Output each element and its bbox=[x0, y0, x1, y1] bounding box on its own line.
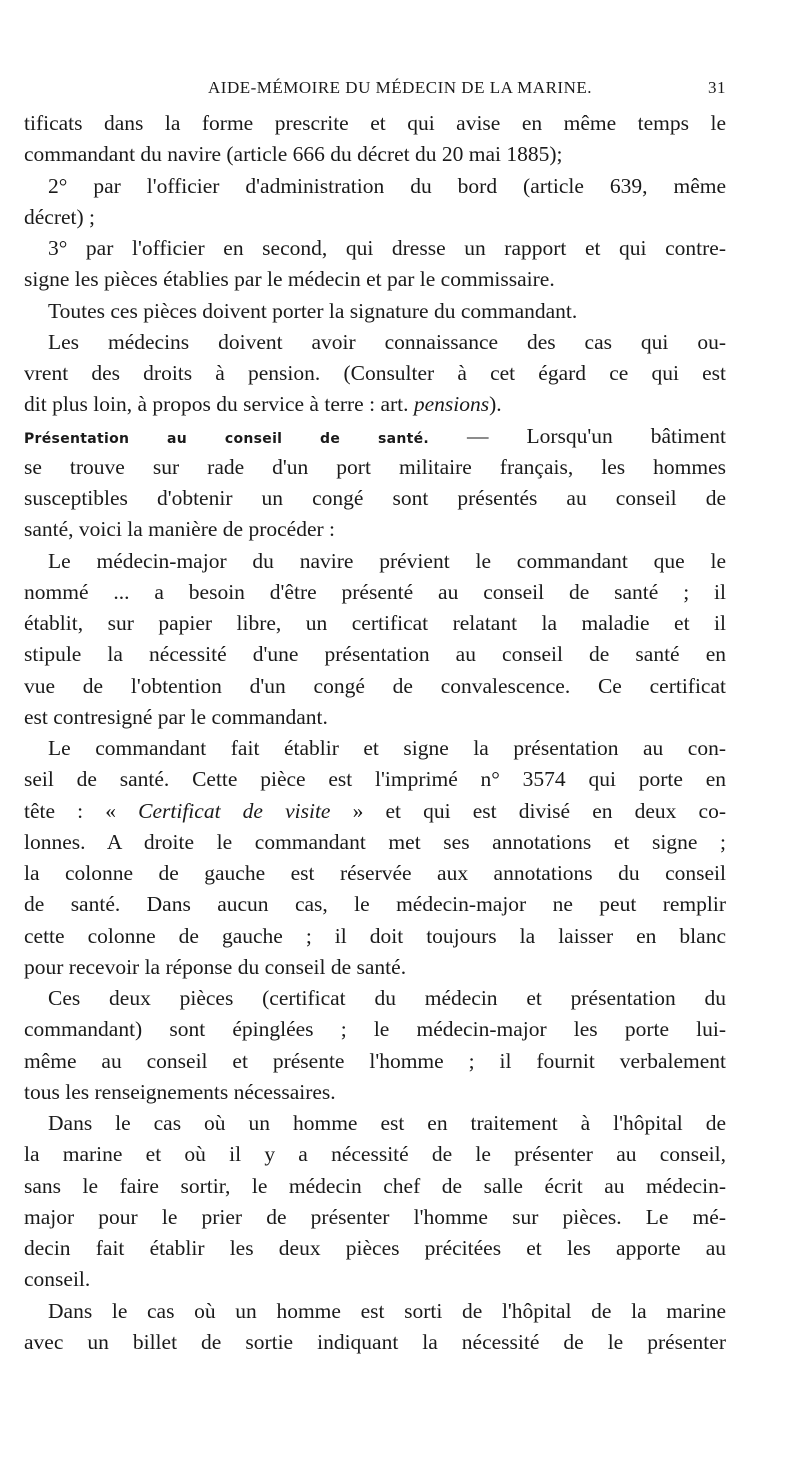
text-line: Ces deux pièces (certificat du médecin et présentation du bbox=[48, 986, 726, 1010]
text-line: 3° par l'officier en second, qui dresse un rapport et qui contre- bbox=[48, 236, 726, 260]
text-line: vue de l'obtention d'un congé de convalescence. Ce certificat bbox=[24, 673, 726, 698]
text-line bbox=[24, 421, 726, 452]
text-line bbox=[24, 796, 726, 827]
text-line: nommé ... a besoin d'être présenté au conseil de santé ; il bbox=[24, 579, 726, 604]
text-line: signe les pièces établies par le médecin et par le commissaire. bbox=[24, 267, 555, 292]
text-line: vrent des droits à pension. (Consulter à cet égard ce qui est bbox=[24, 361, 726, 385]
text-line: cette colonne de gauche ; il doit toujours la laisser en blanc bbox=[24, 923, 726, 948]
text-line: de santé. Dans aucun cas, le médecin-major ne peut remplir bbox=[24, 892, 726, 917]
text-line: santé, voici la manière de procéder : bbox=[24, 517, 336, 542]
text-line: 2° par l'officier d'administration du bord (article 639, même bbox=[48, 173, 726, 198]
text-line: stipule la nécessité d'une présentation au conseil de santé en bbox=[24, 642, 726, 667]
page-body bbox=[24, 108, 726, 1358]
text-line: tous les renseignements nécessaires. bbox=[24, 1079, 336, 1104]
text-line bbox=[24, 389, 726, 420]
text-line: décret) ; bbox=[24, 204, 96, 229]
text-line: avec un billet de sortie indiquant la nécessité de le présenter bbox=[24, 1329, 726, 1354]
section-heading: Présentation au conseil de santé. bbox=[24, 430, 430, 447]
text-segment-italic: pensions bbox=[413, 392, 490, 417]
text-line: établit, sur papier libre, un certificat relatant la maladie et il bbox=[24, 611, 726, 635]
text-line: seil de santé. Cette pièce est l'imprimé n° 3574 qui porte en bbox=[24, 767, 726, 792]
text-segment: — Lorsqu'un bâtiment bbox=[429, 423, 726, 448]
text-line: la marine et où il y a nécessité de le présenter au conseil, bbox=[24, 1142, 726, 1167]
text-line: Les médecins doivent avoir connaissance des cas qui ou- bbox=[48, 329, 726, 354]
text-line: lonnes. A droite le commandant met ses annotations et signe ; bbox=[24, 829, 726, 854]
text-line: pour recevoir la réponse du conseil de santé. bbox=[24, 954, 407, 979]
text-segment: » et qui est divisé en deux co- bbox=[330, 798, 726, 823]
book-page bbox=[24, 78, 726, 1358]
text-line: Dans le cas où un homme est sorti de l'hôpital de la marine bbox=[48, 1298, 726, 1323]
text-line: conseil. bbox=[24, 1267, 91, 1292]
text-line: commandant) sont épinglées ; le médecin-major les porte lui- bbox=[24, 1017, 726, 1042]
text-line: susceptibles d'obtenir un congé sont présentés au conseil de bbox=[24, 486, 726, 510]
page-number: 31 bbox=[708, 78, 726, 97]
text-line: Dans le cas où un homme est en traitement à l'hôpital de bbox=[48, 1111, 726, 1135]
running-title: AIDE-MÉMOIRE DU MÉDECIN DE LA MARINE. bbox=[208, 78, 592, 97]
text-segment: ). bbox=[489, 392, 502, 417]
text-line: tificats dans la forme prescrite et qui avise en même temps le bbox=[24, 111, 726, 135]
text-segment-italic: Certificat de visite bbox=[138, 798, 331, 823]
text-line: sans le faire sortir, le médecin chef de salle écrit au médecin- bbox=[24, 1173, 726, 1198]
text-line: Le commandant fait établir et signe la présentation au con- bbox=[48, 736, 726, 760]
text-line: Le médecin-major du navire prévient le commandant que le bbox=[48, 548, 726, 573]
text-line: major pour le prier de présenter l'homme sur pièces. Le mé- bbox=[24, 1204, 726, 1229]
text-line: la colonne de gauche est réservée aux annotations du conseil bbox=[24, 861, 726, 885]
text-line: même au conseil et présente l'homme ; il fournit verbalement bbox=[24, 1048, 726, 1073]
text-line: commandant du navire (article 666 du décret du 20 mai 1885); bbox=[24, 142, 563, 167]
text-line: decin fait établir les deux pièces précitées et les apporte au bbox=[24, 1236, 726, 1260]
text-segment: tête : « bbox=[24, 798, 139, 823]
text-line: se trouve sur rade d'un port militaire français, les hommes bbox=[24, 454, 726, 479]
page-header bbox=[24, 78, 726, 104]
text-line: Toutes ces pièces doivent porter la signature du commandant. bbox=[48, 298, 578, 323]
text-line: est contresigné par le commandant. bbox=[24, 704, 328, 729]
text-segment: dit plus loin, à propos du service à terre : art. bbox=[24, 392, 414, 417]
